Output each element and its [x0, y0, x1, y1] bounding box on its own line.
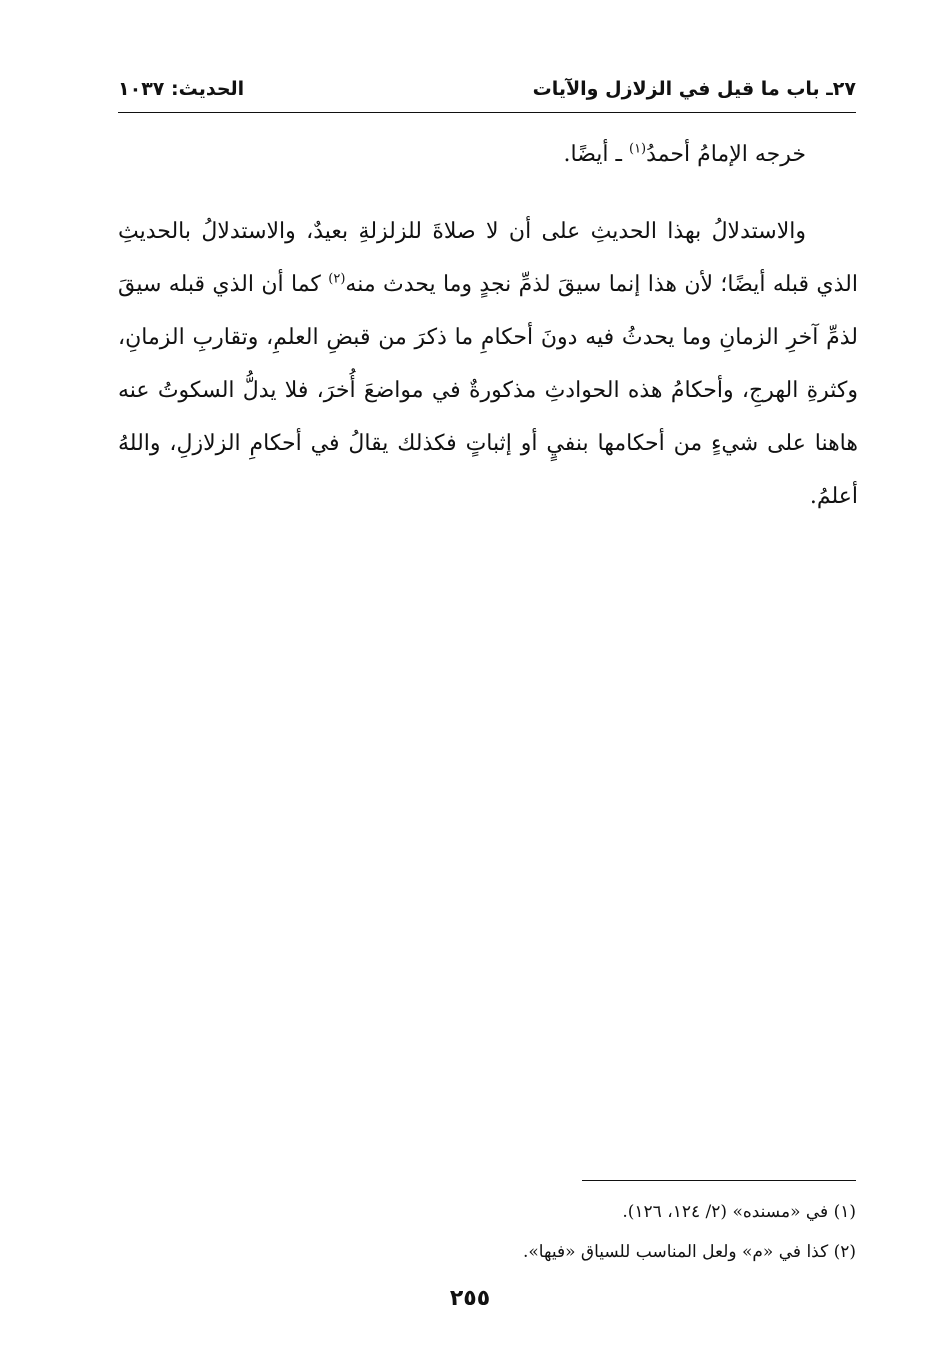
paragraph-2 — [118, 205, 858, 523]
paragraph-2-text-a: والاستدلالُ بهذا الحديثِ على أن لا صلاةَ للزلزلةِ بعيدٌ، والاستدلالُ بالحديثِ الذي قبله أيضًا؛ لأن هذا إنما سيقَ لذمِّ نجدٍ وما يحدث منه — [118, 219, 859, 297]
footnote-2: (٢) كذا في «م» ولعل المناسب للسياق «فيها». — [523, 1242, 856, 1262]
paragraph-1-text: خرجه الإمامُ أحمدُ — [646, 142, 806, 167]
footnote-separator — [582, 1180, 856, 1181]
hadith-number: الحديث: ١٠٣٧ — [118, 78, 245, 100]
running-header — [118, 72, 856, 113]
paragraph-2-text-b: كما أن الذي قبله سيقَ لذمِّ آخرِ الزمانِ وما يحدثُ فيه دونَ أحكامِ ما ذكرَ من قبضِ العلمِ، وتقاربِ الزمانِ، وكثرةِ الهرجِ، وأحكامُ هذه الحوادثِ مذكورةٌ في مواضعَ أُخرَ، فلا يدلُّ السكوتُ عنه هاهنا على شيءٍ من أحكامها بنفيٍ أو إثباتٍ فكذلك يقالُ في أحكامِ الزلازلِ، واللهُ أعلمُ. — [118, 272, 858, 509]
footnotes — [118, 1192, 856, 1272]
chapter-title: ٢٧ـ باب ما قيل في الزلازل والآيات — [532, 78, 856, 100]
footnote-1: (١) في «مسنده» (٢/ ١٢٤، ١٢٦). — [622, 1202, 856, 1222]
body-text — [118, 128, 858, 523]
paragraph-1-tail: ـ أيضًا. — [563, 142, 629, 167]
footnote-ref-2: (٢) — [328, 271, 346, 287]
paragraph-1 — [118, 128, 858, 181]
page-number: ٢٥٥ — [449, 1286, 491, 1311]
footnote-ref-1: (١) — [628, 141, 647, 157]
